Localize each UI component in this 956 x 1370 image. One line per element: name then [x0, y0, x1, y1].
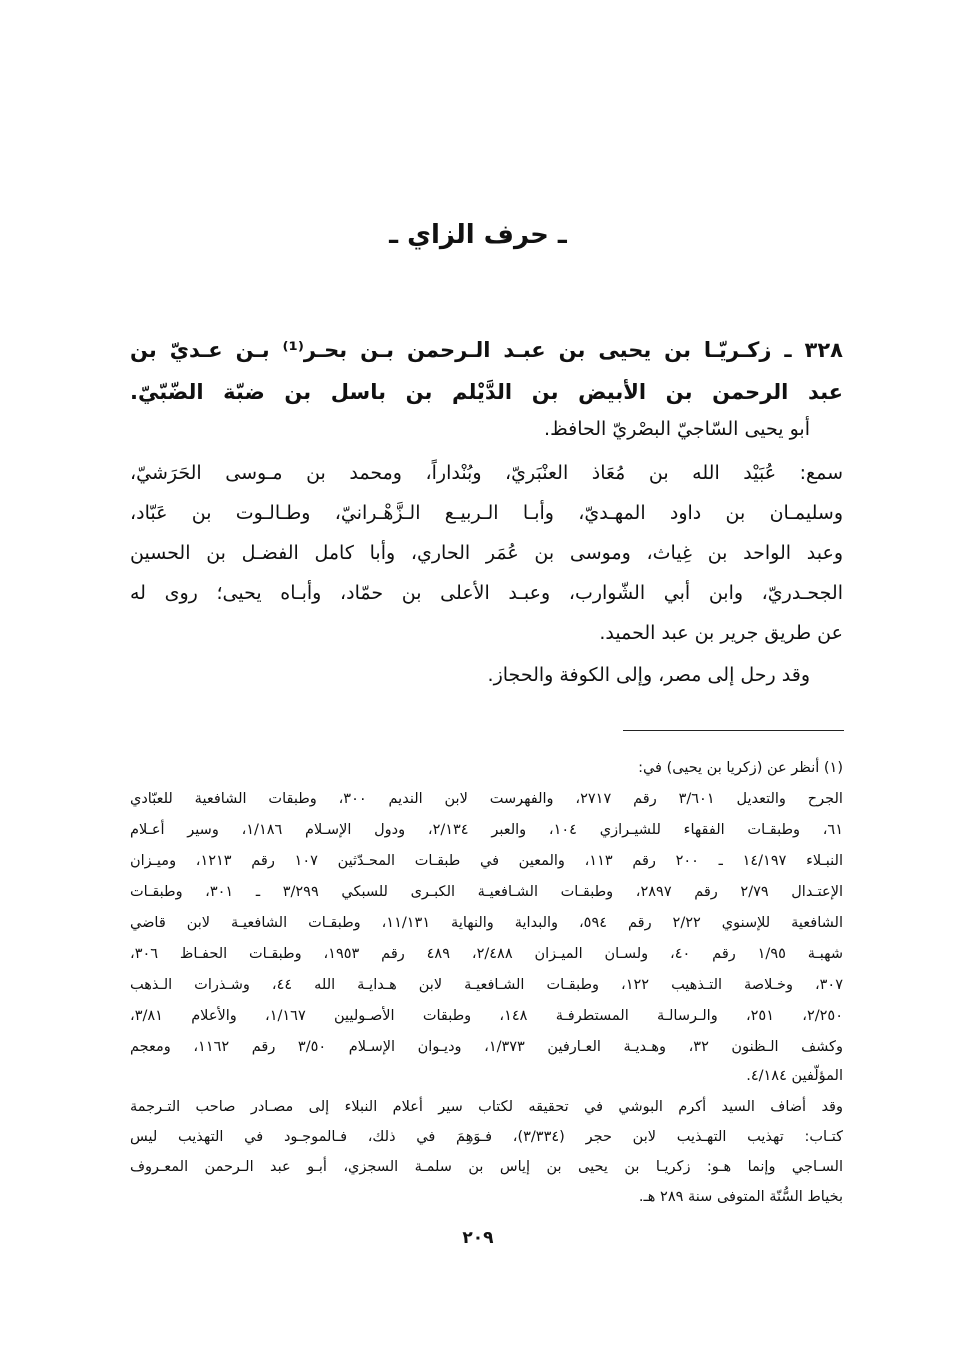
body-line: سمع: عُبَيْد الله بن مُعَاذ العنْبَريّ، وبُنْداراً، ومحمد بن مـوسى الحَرَشيّ، — [130, 462, 843, 484]
footnote-note-line: بخياط السُّنّة المتوفى سنة ٢٨٩ هـ. — [638, 1189, 843, 1205]
footnote-line: المؤلّفين ٤/١٨٤. — [746, 1068, 843, 1084]
footnote-note-line: وقد أضاف السيد أكرم البوشي في تحقيقه لكتاب سير أعلام النبلاء إلى مصـادر صاحب التـرجمة — [130, 1099, 843, 1115]
footnote-line: شهبـة ١/٩٥ رقم ٤٠، ولسـان الميـزان ٢/٤٨٨، ٤٨٩ رقم ١٩٥٣، وطبقـات الحفـاظ ٣٠٦، — [130, 946, 843, 962]
body-line: وسليمـان بن داود المهـديّ، وأبـا الـربيـع الـزَّهْـرانيّ، وطـالـوت بن عَبّاد، — [130, 502, 843, 524]
entry-kunya: أبو يحيى السّاجيّ البصْريّ الحافظ. — [544, 418, 810, 440]
entry-heading-line-1: ٣٢٨ ـ زكـريّـا بن يحيى بن عبـد الـرحمن بـن بحـر⁽¹⁾ بـن عـديّ بن — [130, 338, 843, 362]
footnote-line: ٢/٢٥٠، ٢٥١، والـرسالـة المستطرفـة ١٤٨، وطبقات الأصـوليين ١/١٦٧، والأعلام ٣/٨١، — [130, 1008, 844, 1024]
footnote-line: النبـلاء ١٤/١٩٧ ـ ٢٠٠ رقم ١١٣، والمعين في طبقـات المحـدّثين ١٠٧ رقم ١٢١٣، وميـزان — [130, 853, 843, 869]
footnote-line: الجرح والتعديل ٣/٦٠١ رقم ٢٧١٧، والفهرست لابن النديم ٣٠٠، وطبقات الشافعية للعبّادي — [130, 791, 843, 807]
footnote-note-line: كتـاب: تهذيب التهـذيب لابن حجر (٣/٣٣٤)، فـوَهِمَ في ذلك، فـالموجـود في التهذيب ليس — [130, 1129, 843, 1145]
footnote-line: وكشف الـظنون ٣٢، وهـديـة العـارفين ١/٣٧٣، وديـوان الإسـلام ٣/٥٠ رقم ١١٦٢، ومعجم — [130, 1039, 843, 1055]
body-line: وعبد الواحد بن غِياث، وموسى بن عُمَر الحاري، وأبا كامل الفضـل بن الحسين — [130, 542, 843, 564]
footnote-divider — [623, 730, 844, 731]
body-last-line: وقد رحل إلى مصر، وإلى الكوفة والحجاز. — [487, 664, 810, 686]
body-line: عن طريق جرير بن عبد الحميد. — [599, 622, 843, 644]
page-number: ٢٠٩ — [462, 1228, 494, 1248]
body-line: الجحـدريّ، وابن أبي الشّوارب، وعبـد الأعلى بن حمّاد، وأبـاه يحيى؛ روى له — [130, 582, 843, 604]
footnote-note-line: السـاجي وإنما هـو: زكريـا بن يحيى بن إياس بن سلمـة السجزي، أبـو عبد الـرحمن المعـروف — [130, 1159, 843, 1175]
chapter-title: ـ حرف الزاي ـ — [389, 220, 567, 250]
footnote-line: ٣٠٧، وخـلاصة التـذهيب ١٢٢، وطبقـات الشـافعيـة لابن هـدايـة الله ٤٤، وشـذرات الـذهب — [130, 977, 844, 993]
footnote-intro: (١) أنظر عن (زكريا بن يحيى) في: — [638, 760, 843, 776]
footnote-line: الشافعية للإسنوي ٢/٢٢ رقم ٥٩٤، والبداية والنهاية ١١/١٣١، وطبقـات الشافعيـة لابن قاضي — [130, 915, 843, 931]
footnote-line: الإعتـدال ٢/٧٩ رقم ٢٨٩٧، وطبقـات الشـافعيـة الكبـرى للسبكي ٣/٢٩٩ ـ ٣٠١، وطبقـات — [130, 884, 844, 900]
footnote-line: ٦١، وطبقـات الفقهاء للشيـرازي ١٠٤، والعبر ٢/١٣٤، ودول الإسـلام ١/١٨٦، وسير أعـلام — [130, 822, 843, 838]
entry-heading-line-2: عبد الرحمن بن الأبيض بن الدَّيْلم بن باسل بن ضبّة الضّبّيّ. — [130, 380, 843, 404]
